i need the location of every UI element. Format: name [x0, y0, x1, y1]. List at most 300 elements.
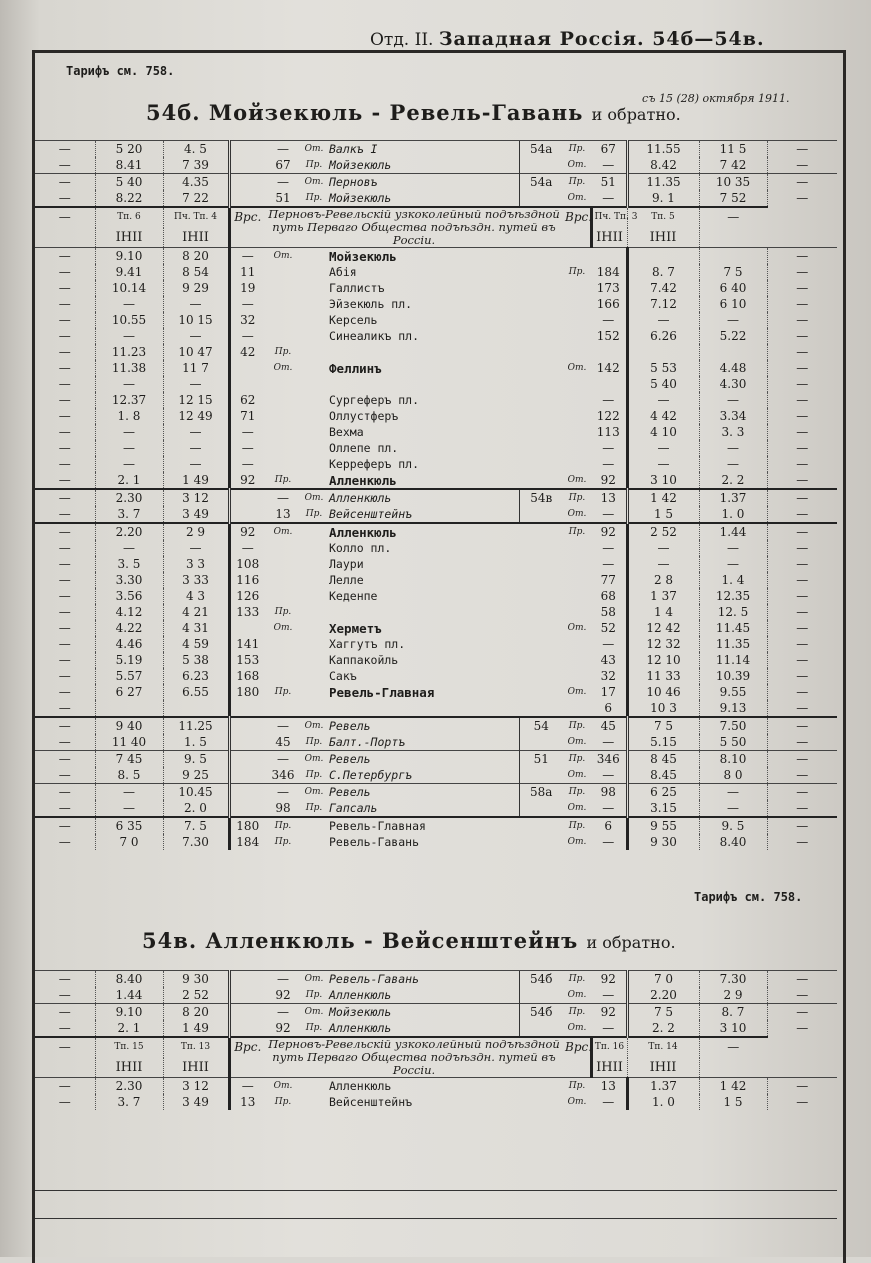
route-number: 51	[519, 751, 563, 768]
junction-row	[35, 784, 837, 801]
km-cell: 180	[229, 684, 265, 700]
time-cell: 2 8	[627, 572, 699, 588]
direction-label	[563, 280, 591, 296]
km-cell: 67	[591, 141, 627, 158]
km-cell: 13	[275, 506, 291, 521]
km-cell: 77	[600, 572, 616, 587]
time-cell: 8. 7	[699, 1004, 767, 1021]
km-cell: —	[265, 489, 301, 506]
time-cell: 7.50	[699, 717, 767, 734]
time-cell: 9 25	[163, 767, 229, 784]
spacer-cell	[301, 684, 327, 700]
spacer-cell	[301, 280, 327, 296]
railway-name: Перновъ-Ревельскій узкоколейный подъѣздной путь Перваго Общества подъѣздн. путей въ Россіи.	[265, 1037, 563, 1078]
spacer-cell	[301, 572, 327, 588]
time-cell: —	[163, 540, 229, 556]
blank-cell: —	[58, 652, 71, 667]
station-name: Мойзекюль	[327, 1004, 519, 1021]
direction-label	[563, 456, 591, 472]
direction-label	[563, 344, 591, 360]
spacer-cell	[519, 588, 563, 604]
time-cell: 10 35	[699, 174, 767, 191]
time-cell: 2.30	[95, 1078, 163, 1095]
km-cell: 92	[591, 1004, 627, 1021]
blank-cell: —	[58, 540, 71, 555]
blank-cell: —	[767, 157, 837, 174]
time-cell: 3 12	[163, 489, 229, 506]
blank-cell: —	[58, 280, 71, 295]
time-cell: 1 5	[627, 506, 699, 523]
time-cell: 2 52	[627, 523, 699, 540]
blank-cell: —	[35, 971, 95, 988]
spacer-cell	[519, 620, 563, 636]
station-row	[35, 296, 837, 312]
km-cell: —	[602, 540, 615, 555]
time-cell: 11.23	[95, 344, 163, 360]
station-name: Керреферъ пл.	[329, 456, 420, 471]
blank-cell: —	[58, 1094, 71, 1109]
time-cell	[699, 344, 767, 360]
spacer-cell	[519, 652, 563, 668]
time-cell: 1 5	[699, 1094, 767, 1110]
time-cell: 12 10	[627, 652, 699, 668]
versts-label: Врс.	[563, 1037, 591, 1058]
km-cell: 152	[596, 328, 620, 343]
time-cell: —	[699, 784, 767, 801]
page-header-title: Западная Россія. 54б—54в.	[438, 28, 765, 50]
km-cell: 51	[275, 190, 291, 205]
junction-row	[35, 734, 837, 751]
spacer-cell	[35, 228, 95, 248]
blank-cell: —	[767, 784, 837, 801]
time-cell: 8 0	[699, 767, 767, 784]
spacer-cell	[301, 652, 327, 668]
station-row	[35, 440, 837, 456]
direction-label	[265, 440, 301, 456]
spacer-cell	[519, 280, 563, 296]
time-cell: 7.30	[699, 971, 767, 988]
km-cell: 13	[229, 1094, 265, 1110]
train-number: Тп. 16	[591, 1037, 627, 1058]
direction-label	[563, 440, 591, 456]
class-label: IНII	[591, 1058, 627, 1078]
time-cell: 2. 1	[95, 1020, 163, 1037]
blank-cell: —	[767, 392, 837, 408]
spacer-cell	[301, 1078, 327, 1095]
station-name	[327, 700, 519, 717]
station-name: Алленкюль	[327, 523, 519, 540]
direction-label	[265, 652, 301, 668]
km-cell: 71	[229, 408, 265, 424]
blank-cell: —	[767, 668, 837, 684]
page-header	[370, 28, 765, 50]
spacer-cell	[229, 190, 265, 207]
km-cell: 108	[229, 556, 265, 572]
time-cell: 8.41	[95, 157, 163, 174]
blank-cell: —	[699, 207, 767, 228]
km-cell: —	[602, 440, 615, 455]
blank-cell: —	[58, 376, 71, 391]
blank-cell: —	[58, 636, 71, 651]
time-cell: 11.35	[699, 636, 767, 652]
spacer-cell	[519, 523, 563, 540]
direction-label: Пр.	[274, 836, 292, 847]
blank-cell: —	[767, 800, 837, 817]
km-cell: 11	[229, 264, 265, 280]
junction-row	[35, 971, 837, 988]
direction-label: Пр.	[305, 736, 323, 747]
direction-label	[563, 328, 591, 344]
blank-cell: —	[767, 280, 837, 296]
station-name: Ревель-Гавань	[329, 834, 420, 849]
direction-label: От.	[301, 141, 327, 158]
station-row	[35, 572, 837, 588]
spacer-cell	[301, 376, 327, 392]
spacer-cell	[563, 228, 591, 248]
time-cell: 6 27	[95, 684, 163, 700]
spacer-cell	[301, 556, 327, 572]
km-cell: —	[602, 987, 615, 1002]
blank-cell: —	[767, 506, 837, 523]
time-cell: 7 0	[95, 834, 163, 850]
spacer-cell	[301, 264, 327, 280]
time-cell: 1. 5	[163, 734, 229, 751]
direction-label: Пр.	[274, 1096, 292, 1107]
time-cell: —	[699, 312, 767, 328]
time-cell: —	[163, 440, 229, 456]
blank-cell: —	[767, 376, 837, 392]
spacer-cell	[301, 588, 327, 604]
blank-cell: —	[767, 751, 837, 768]
km-cell: —	[602, 800, 615, 815]
blank-cell: —	[767, 296, 837, 312]
spacer-cell	[301, 668, 327, 684]
km-cell: —	[602, 734, 615, 749]
spacer-cell	[301, 620, 327, 636]
time-cell: 9.13	[699, 700, 767, 717]
time-cell: 2.20	[95, 523, 163, 540]
blank-cell: —	[767, 717, 837, 734]
direction-label	[265, 668, 301, 684]
header-row	[35, 207, 837, 228]
direction-label	[265, 636, 301, 652]
time-cell	[699, 248, 767, 265]
time-cell: 1 42	[627, 489, 699, 506]
spacer-cell	[35, 1058, 95, 1078]
junction-row	[35, 1004, 837, 1021]
spacer-cell	[519, 540, 563, 556]
km-cell: 113	[596, 424, 620, 439]
time-cell: 1 4	[627, 604, 699, 620]
km-cell: —	[265, 971, 301, 988]
direction-label: От.	[301, 1004, 327, 1021]
time-cell: 3.15	[627, 800, 699, 817]
km-cell: —	[229, 456, 265, 472]
versts-label: Врс.	[229, 207, 265, 228]
time-cell: 2.20	[627, 987, 699, 1004]
time-cell: 6 10	[699, 296, 767, 312]
blank-cell: —	[767, 971, 837, 988]
station-row	[35, 700, 837, 717]
timetable-54v	[35, 970, 837, 1110]
time-cell: —	[699, 456, 767, 472]
blank-cell: —	[767, 767, 837, 784]
spacer-cell	[519, 800, 563, 817]
page-header-prefix: Отд. II.	[370, 30, 434, 50]
time-cell	[163, 700, 229, 717]
station-row	[35, 264, 837, 280]
junction-row	[35, 141, 837, 158]
time-cell: —	[699, 800, 767, 817]
time-cell: —	[163, 424, 229, 440]
junction-row	[35, 190, 837, 207]
station-name: Алленкюль	[329, 987, 392, 1002]
km-cell: 133	[229, 604, 265, 620]
spacer-cell	[301, 296, 327, 312]
spacer-cell	[519, 684, 563, 700]
header-row	[35, 1037, 837, 1058]
direction-label	[265, 588, 301, 604]
station-name: Гапсаль	[329, 800, 378, 815]
time-cell: 3. 7	[95, 1094, 163, 1110]
station-name: Ревель-Главная	[329, 684, 435, 700]
blank-cell: —	[767, 588, 837, 604]
blank-cell: —	[767, 440, 837, 456]
direction-label: От.	[567, 989, 587, 1000]
direction-label	[563, 376, 591, 392]
time-cell: —	[627, 456, 699, 472]
time-cell: 5 20	[95, 141, 163, 158]
time-cell	[627, 344, 699, 360]
station-name: Сургеферъ пл.	[329, 392, 420, 407]
direction-label: Пр.	[305, 769, 323, 780]
spacer-cell	[229, 784, 265, 801]
km-cell: —	[265, 141, 301, 158]
direction-label: Пр.	[274, 606, 292, 617]
blank-cell: —	[35, 751, 95, 768]
time-cell: —	[163, 456, 229, 472]
time-cell: 11.25	[163, 717, 229, 734]
time-cell: 7.12	[627, 296, 699, 312]
spacer-cell	[301, 360, 327, 376]
blank-cell: —	[58, 344, 71, 359]
time-cell: 4.12	[95, 604, 163, 620]
time-cell: —	[95, 456, 163, 472]
route-number: 54а	[519, 141, 563, 158]
spacer-cell	[229, 141, 265, 158]
station-row	[35, 540, 837, 556]
km-cell: 43	[600, 652, 616, 667]
route-number: 54б	[519, 1004, 563, 1021]
time-cell: —	[627, 440, 699, 456]
time-cell: 7 5	[699, 264, 767, 280]
blank-cell: —	[767, 700, 837, 717]
spacer-cell	[519, 734, 563, 751]
station-row	[35, 344, 837, 360]
time-cell: 11.35	[627, 174, 699, 191]
time-cell: 3 12	[163, 1078, 229, 1095]
time-cell: 8.22	[95, 190, 163, 207]
km-cell	[591, 248, 627, 265]
blank-cell: —	[767, 523, 837, 540]
time-cell: —	[699, 440, 767, 456]
km-cell: 92	[229, 523, 265, 540]
station-name: Лаури	[329, 556, 364, 571]
direction-label: От.	[567, 192, 587, 203]
time-cell: —	[95, 376, 163, 392]
direction-label	[563, 408, 591, 424]
section1-title	[146, 100, 681, 125]
direction-label: От.	[301, 751, 327, 768]
time-cell: 10.39	[699, 668, 767, 684]
time-cell: 7 45	[95, 751, 163, 768]
time-cell: 10 15	[163, 312, 229, 328]
direction-label: Пр.	[568, 266, 586, 277]
station-name: Мойзекюль	[327, 248, 519, 265]
blank-cell: —	[58, 620, 71, 635]
spacer-cell	[519, 817, 563, 834]
km-cell: 45	[591, 717, 627, 734]
spacer-cell	[301, 312, 327, 328]
km-cell	[229, 620, 265, 636]
time-cell: 4 31	[163, 620, 229, 636]
station-name: Оллепе пл.	[329, 440, 399, 455]
station-name: Галлистъ	[329, 280, 385, 295]
direction-label	[563, 668, 591, 684]
section2-title-text: 54в. Алленкюль - Вейсенштейнъ	[142, 928, 579, 953]
blank-cell: —	[58, 734, 71, 749]
time-cell: 11 33	[627, 668, 699, 684]
blank-cell: —	[58, 296, 71, 311]
time-cell: 1. 0	[699, 506, 767, 523]
blank-cell: —	[35, 207, 95, 228]
km-cell: —	[602, 312, 615, 327]
junction-row	[35, 157, 837, 174]
time-cell: 7.30	[163, 834, 229, 850]
time-cell: 2.30	[95, 489, 163, 506]
station-name: Ревель	[327, 751, 519, 768]
time-cell: —	[95, 800, 163, 817]
direction-label: От.	[567, 736, 587, 747]
km-cell: 92	[229, 472, 265, 489]
time-cell: 8. 5	[95, 767, 163, 784]
timetable-54b	[35, 140, 837, 850]
station-name: Валкъ I	[327, 141, 519, 158]
blank-cell: —	[767, 1004, 837, 1021]
km-cell: —	[602, 190, 615, 205]
direction-label: От.	[567, 474, 587, 485]
blank-cell: —	[767, 604, 837, 620]
direction-label: От.	[567, 1022, 587, 1033]
time-cell: 7 39	[163, 157, 229, 174]
station-name: Ревель	[327, 717, 519, 734]
spacer-cell	[563, 1058, 591, 1078]
direction-label: Пр.	[305, 989, 323, 1000]
time-cell: 9 30	[163, 971, 229, 988]
spacer-cell	[519, 987, 563, 1004]
direction-label: От.	[301, 489, 327, 506]
km-cell: —	[265, 751, 301, 768]
spacer-cell	[519, 344, 563, 360]
km-cell: 32	[600, 668, 616, 683]
train-number: Пч. Тп. 3	[591, 207, 627, 228]
direction-label: Пр.	[305, 159, 323, 170]
spacer-cell	[301, 700, 327, 717]
time-cell: 1.37	[627, 1078, 699, 1095]
blank-cell: —	[767, 817, 837, 834]
time-cell: 7 22	[163, 190, 229, 207]
km-cell: 92	[591, 971, 627, 988]
station-name: Ревель-Главная	[327, 817, 519, 834]
station-row	[35, 604, 837, 620]
blank-cell: —	[58, 800, 71, 815]
time-cell: 1 49	[163, 1020, 229, 1037]
station-name: Перновъ	[327, 174, 519, 191]
time-cell: 10.14	[95, 280, 163, 296]
time-cell: 5 40	[95, 174, 163, 191]
km-cell: 116	[229, 572, 265, 588]
km-cell: —	[602, 636, 615, 651]
direction-label	[265, 540, 301, 556]
blank-cell: —	[767, 636, 837, 652]
km-cell: —	[265, 174, 301, 191]
direction-label	[563, 312, 591, 328]
blank-cell: —	[58, 1020, 71, 1035]
km-cell	[591, 344, 627, 360]
station-name: Хаггутъ пл.	[329, 636, 406, 651]
direction-label	[563, 652, 591, 668]
time-cell: 6 35	[95, 817, 163, 834]
km-cell: 180	[229, 817, 265, 834]
time-cell: 4.35	[163, 174, 229, 191]
direction-label: Пр.	[265, 817, 301, 834]
direction-label: От.	[265, 248, 301, 265]
blank-cell: —	[58, 684, 71, 699]
direction-label	[265, 280, 301, 296]
direction-label: От.	[265, 523, 301, 540]
blank-cell: —	[767, 1020, 837, 1037]
time-cell: 7 42	[699, 157, 767, 174]
spacer-cell	[229, 489, 265, 506]
time-cell: —	[699, 540, 767, 556]
time-cell: 3. 5	[95, 556, 163, 572]
station-row	[35, 248, 837, 265]
time-cell: 9 29	[163, 280, 229, 296]
km-cell: 142	[596, 360, 620, 375]
time-cell: 11 40	[95, 734, 163, 751]
km-cell: 45	[275, 734, 291, 749]
station-name: Херметъ	[329, 620, 382, 636]
train-number: Тп. 5	[627, 207, 699, 228]
direction-label: От.	[273, 362, 293, 373]
spacer-cell	[519, 376, 563, 392]
spacer-cell	[229, 1020, 265, 1037]
train-number: Пч. Тп. 4	[163, 207, 229, 228]
time-cell: 10 46	[627, 684, 699, 700]
station-name	[327, 344, 519, 360]
spacer-cell	[229, 800, 265, 817]
time-cell: 11 7	[163, 360, 229, 376]
km-cell: —	[229, 248, 265, 265]
blank-cell: —	[58, 360, 71, 375]
km-cell: 68	[600, 588, 616, 603]
direction-label: От.	[301, 784, 327, 801]
km-cell: 92	[591, 523, 627, 540]
time-cell: —	[627, 540, 699, 556]
spacer-cell	[229, 734, 265, 751]
station-name: Балт.-Портъ	[329, 734, 406, 749]
time-cell: 3.34	[699, 408, 767, 424]
